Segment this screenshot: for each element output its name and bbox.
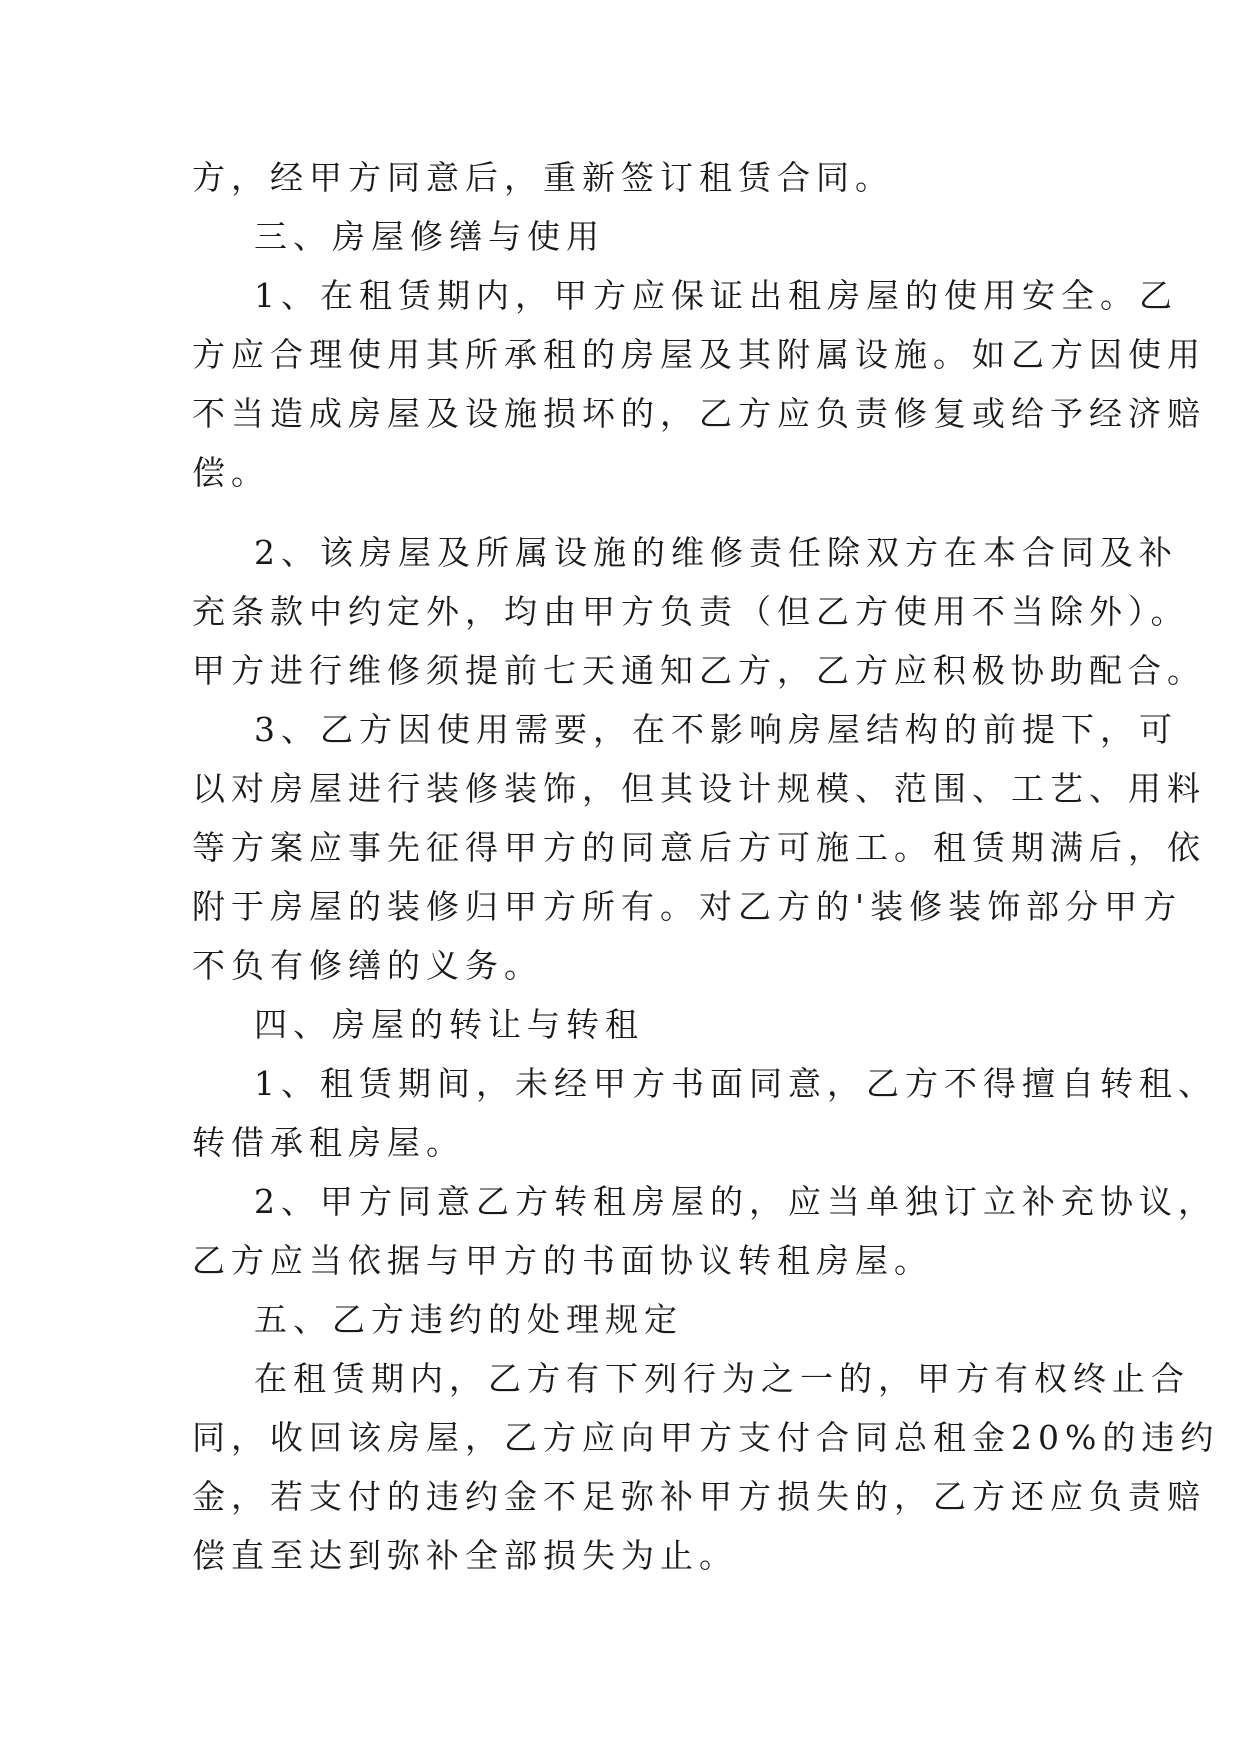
body-line: 金，若支付的违约金不足弥补甲方损失的，乙方还应负责赔 [192, 1477, 1206, 1516]
body-line: 乙方应当依据与甲方的书面协议转租房屋。 [192, 1241, 933, 1280]
clause-line: 3、乙方因使用需要，在不影响房屋结构的前提下，可 [254, 710, 1178, 749]
clause-line: 在租赁期内，乙方有下列行为之一的，甲方有权终止合 [254, 1359, 1190, 1398]
body-line: 甲方进行维修须提前七天通知乙方，乙方应积极协助配合。 [192, 651, 1206, 690]
section-heading: 四、房屋的转让与转租 [254, 1005, 644, 1044]
clause-line: 1、租赁期间，未经甲方书面同意，乙方不得擅自转租、 [254, 1064, 1217, 1103]
body-line: 同，收回该房屋，乙方应向甲方支付合同总租金20%的违约 [192, 1418, 1220, 1457]
body-line: 方应合理使用其所承租的房屋及其附属设施。如乙方因使用 [192, 335, 1206, 374]
body-line: 附于房屋的装修归甲方所有。对乙方的'装修装饰部分甲方 [192, 887, 1183, 926]
body-line: 以对房屋进行装修装饰，但其设计规模、范围、工艺、用料 [192, 769, 1206, 808]
body-line: 偿。 [192, 453, 270, 492]
body-line: 偿直至达到弥补全部损失为止。 [192, 1536, 738, 1575]
clause-line: 2、该房屋及所属设施的维修责任除双方在本合同及补 [254, 533, 1178, 572]
clause-line: 1、在租赁期内，甲方应保证出租房屋的使用安全。乙 [254, 276, 1178, 315]
body-line: 不当造成房屋及设施损坏的，乙方应负责修复或给予经济赔 [192, 394, 1206, 433]
body-line: 充条款中约定外，均由甲方负责（但乙方使用不当除外）。 [192, 592, 1190, 631]
body-line: 方，经甲方同意后，重新签订租赁合同。 [192, 158, 894, 197]
clause-line: 2、甲方同意乙方转租房屋的，应当单独订立补充协议， [254, 1182, 1217, 1221]
body-line: 转借承租房屋。 [192, 1123, 465, 1162]
section-heading: 三、房屋修缮与使用 [254, 217, 605, 256]
section-heading: 五、乙方违约的处理规定 [254, 1300, 683, 1339]
document-page [192, 148, 1220, 1585]
body-line: 等方案应事先征得甲方的同意后方可施工。租赁期满后，依 [192, 828, 1206, 867]
body-line: 不负有修缮的义务。 [192, 946, 543, 985]
